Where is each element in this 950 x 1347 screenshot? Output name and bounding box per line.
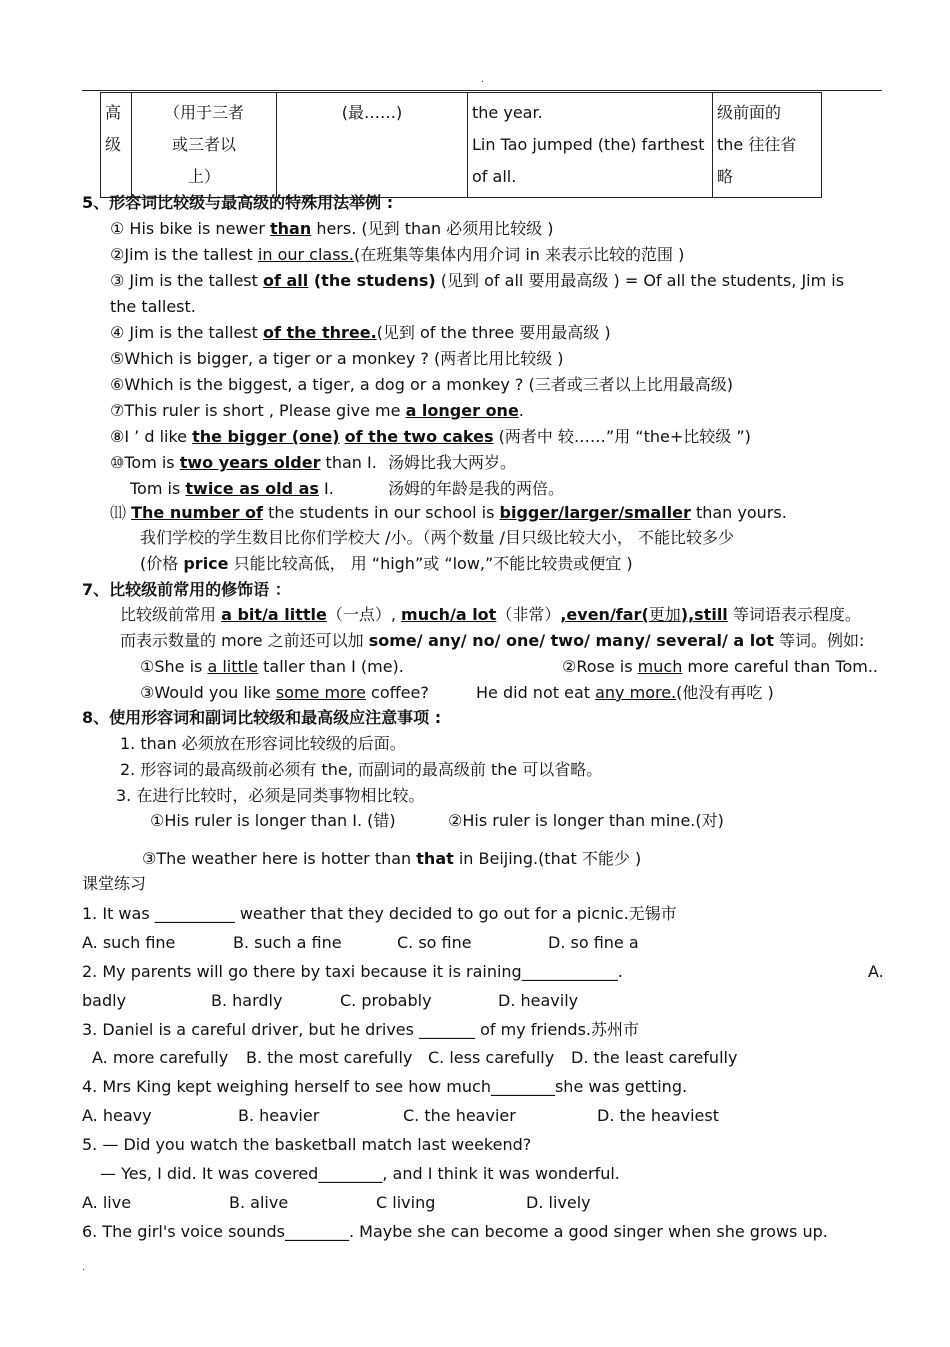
keyword: ,even/far(: [560, 605, 649, 624]
text: than yours.: [690, 503, 787, 522]
option: badly: [82, 991, 127, 1010]
keyword: the bigger (one): [192, 427, 340, 446]
keyword: of the two cakes: [344, 427, 494, 446]
option: B. hardly: [211, 991, 283, 1010]
text: (价格: [140, 554, 184, 573]
table-cell-level: [101, 93, 132, 198]
cell-text: （用于三者: [163, 103, 244, 122]
option: B. alive: [229, 1193, 289, 1212]
rule-line: 2. 形容词的最高级前必须有 the, 而副词的最高级前 the 可以省略。: [120, 760, 603, 779]
table-cell-example: [468, 93, 713, 198]
cell-text: 略: [717, 167, 734, 186]
cell-text: 级前面的: [717, 103, 782, 122]
keyword: a bit/a little: [221, 605, 327, 624]
rule-line: 1. than 必须放在形容词比较级的后面。: [120, 734, 406, 753]
section-8-heading: 8、使用形容词和副词比较级和最高级应注意事项 :: [82, 708, 442, 727]
text: ⑩Tom is: [110, 453, 180, 472]
table-cell-meaning: [277, 93, 468, 198]
text: ③The weather here is hotter than: [142, 849, 417, 868]
modifier-example: [140, 683, 429, 703]
keyword: bigger/larger/smaller: [499, 503, 691, 522]
modifier-example: [140, 657, 404, 677]
option: C. less carefully: [428, 1048, 555, 1067]
table-cell-usage: [132, 93, 277, 198]
text: ⑧I ’ d like: [110, 427, 193, 446]
text: ③Would you like: [140, 683, 276, 702]
keyword: of the three.: [262, 323, 377, 342]
text: 比较级前常用: [120, 605, 222, 624]
cell-text: 级: [105, 135, 122, 154]
text: (见到 of the three 要用最高级 ): [376, 323, 611, 342]
option: D. the heaviest: [597, 1106, 719, 1125]
option: B. the most carefully: [246, 1048, 413, 1067]
question-3: 3. Daniel is a careful driver, but he drives _______ of my friends.苏州市: [82, 1020, 640, 1039]
cell-text: 上）: [187, 167, 220, 186]
cell-text: of all.: [472, 167, 517, 186]
question-6: 6. The girl's voice sounds________. Maybe she can become a good singer when she grows up.: [82, 1222, 828, 1241]
example-line: [110, 323, 611, 343]
text: hers. (见到 than 必须用比较级 ): [311, 219, 554, 238]
keyword: ),still: [680, 605, 728, 624]
text: ②Jim is the tallest: [110, 245, 258, 264]
example-note: 我们学校的学生数目比你们学校大 /小。（两个数量 /目只级比较大小， 不能比较多少: [140, 528, 735, 547]
practice-title: 课堂练习: [82, 874, 147, 893]
keyword: in our class.: [257, 245, 354, 264]
example-note: [140, 554, 633, 574]
keyword: a longer one: [405, 401, 519, 420]
text: ⑾: [110, 503, 132, 522]
example-line: the tallest.: [110, 297, 196, 316]
text: (见到 of all 要用最高级 ) = Of all the students, Jim is: [435, 271, 845, 290]
text: taller than I (me).: [258, 657, 404, 676]
question-2: 2. My parents will go there by taxi because it is raining____________.: [82, 962, 623, 981]
section-5-heading: 5、形容词比较级与最高级的特殊用法举例 :: [82, 193, 394, 212]
option: C. probably: [340, 991, 432, 1010]
option: D. the least carefully: [571, 1048, 738, 1067]
example-line: [110, 503, 787, 523]
text: ⑦This ruler is short , Please give me: [110, 401, 406, 420]
modifier-line: [120, 631, 864, 651]
option: C living: [376, 1193, 436, 1212]
text: ②Rose is: [562, 657, 638, 676]
text: ①She is: [140, 657, 208, 676]
keyword: some more: [275, 683, 366, 702]
question-5-reply: — Yes, I did. It was covered________, and I think it was wonderful.: [100, 1164, 620, 1183]
example-line: [110, 219, 554, 239]
keyword: (the studens): [308, 271, 436, 290]
text: （一点）,: [326, 605, 402, 624]
example-line: [110, 271, 844, 291]
table-cell-note: [713, 93, 822, 198]
example-line: ⑤Which is bigger, a tiger or a monkey ? (两者比用比较级 ): [110, 349, 564, 368]
option: A. more carefully: [92, 1048, 229, 1067]
example-line: [110, 401, 524, 421]
modifier-line: [120, 605, 861, 625]
text: more careful than Tom..: [682, 657, 878, 676]
cell-text: 或三者以: [171, 135, 236, 154]
example-line: [110, 453, 377, 473]
text: 而表示数量的 more 之前还可以加: [120, 631, 369, 650]
option: D. so fine a: [548, 933, 639, 952]
translation: 汤姆比我大两岁。: [388, 453, 517, 472]
cell-text: the 往往省: [717, 135, 797, 154]
text: ④ Jim is the tallest: [110, 323, 263, 342]
text: He did not eat: [476, 683, 596, 702]
comparison-table: [100, 92, 822, 198]
text: Tom is: [130, 479, 186, 498]
cell-text: Lin Tao jumped (the) farthest: [472, 135, 705, 154]
example-line: [110, 427, 751, 447]
footer-dot: .: [82, 1262, 86, 1273]
rule-example: ②His ruler is longer than mine.(对): [448, 811, 724, 830]
text: in Beijing.(that 不能少 ): [453, 849, 642, 868]
keyword: any more.: [595, 683, 677, 702]
keyword: The number of: [131, 503, 263, 522]
text: ③ Jim is the tallest: [110, 271, 263, 290]
keyword: much/a lot: [401, 605, 497, 624]
cell-text: the year.: [472, 103, 543, 122]
option: C. the heavier: [403, 1106, 516, 1125]
keyword: 更加: [648, 605, 681, 624]
text: 等词语表示程度。: [727, 605, 861, 624]
translation: 汤姆的年龄是我的两倍。: [388, 479, 565, 498]
rule-example: [142, 849, 641, 869]
keyword: price: [183, 554, 229, 573]
table-row: [101, 93, 822, 198]
option: B. heavier: [238, 1106, 320, 1125]
question-5: 5. — Did you watch the basketball match last weekend?: [82, 1135, 532, 1154]
text: ① His bike is newer: [110, 219, 270, 238]
rule-line: 3. 在进行比较时，必须是同类事物相比较。: [116, 786, 425, 805]
text: (两者中 较……”用 “the+比较级 ”): [493, 427, 751, 446]
text: 只能比较高低， 用 “high”或 “low,”不能比较贵或便宜 ): [228, 554, 633, 573]
rule-example: ①His ruler is longer than I. (错): [150, 811, 396, 830]
keyword: a little: [207, 657, 259, 676]
option: C. so fine: [397, 933, 472, 952]
option: A. heavy: [82, 1106, 152, 1125]
text: (他没有再吃 ): [676, 683, 774, 702]
example-line: ⑥Which is the biggest, a tiger, a dog or a monkey ? (三者或三者以上比用最高级): [110, 375, 733, 394]
option: D. heavily: [498, 991, 579, 1010]
keyword: than: [270, 219, 312, 238]
example-line: [130, 479, 334, 499]
header-rule: [82, 90, 882, 91]
option: D. lively: [526, 1193, 591, 1212]
text: .: [518, 401, 524, 420]
text: the students in our school is: [263, 503, 500, 522]
question-1: 1. It was __________ weather that they decided to go out for a picnic.无锡市: [82, 904, 677, 923]
keyword: two years older: [179, 453, 321, 472]
modifier-example: [562, 657, 878, 677]
keyword: twice as old as: [185, 479, 319, 498]
text: (在班集等集体内用介词 in 来表示比较的范围 ): [353, 245, 685, 264]
option: A.: [868, 962, 884, 981]
question-4: 4. Mrs King kept weighing herself to see how much________she was getting.: [82, 1077, 688, 1096]
keyword: of all: [262, 271, 309, 290]
header-dot: .: [481, 74, 485, 85]
option: B. such a fine: [233, 933, 342, 952]
keyword: that: [416, 849, 454, 868]
section-7-heading: 7、比较级前常用的修饰语 ：: [82, 580, 291, 599]
example-line: [110, 245, 684, 265]
option: A. such fine: [82, 933, 176, 952]
keyword: much: [637, 657, 683, 676]
text: coffee?: [365, 683, 429, 702]
modifier-example: [476, 683, 774, 703]
option: A. live: [82, 1193, 132, 1212]
keyword: some/ any/ no/ one/ two/ many/ several/ a lot: [368, 631, 774, 650]
cell-text: (最……): [341, 103, 403, 122]
text: than I.: [320, 453, 377, 472]
text: 等词。例如:: [773, 631, 865, 650]
text: （非常）: [496, 605, 561, 624]
text: I.: [318, 479, 334, 498]
cell-text: 高: [105, 103, 122, 122]
